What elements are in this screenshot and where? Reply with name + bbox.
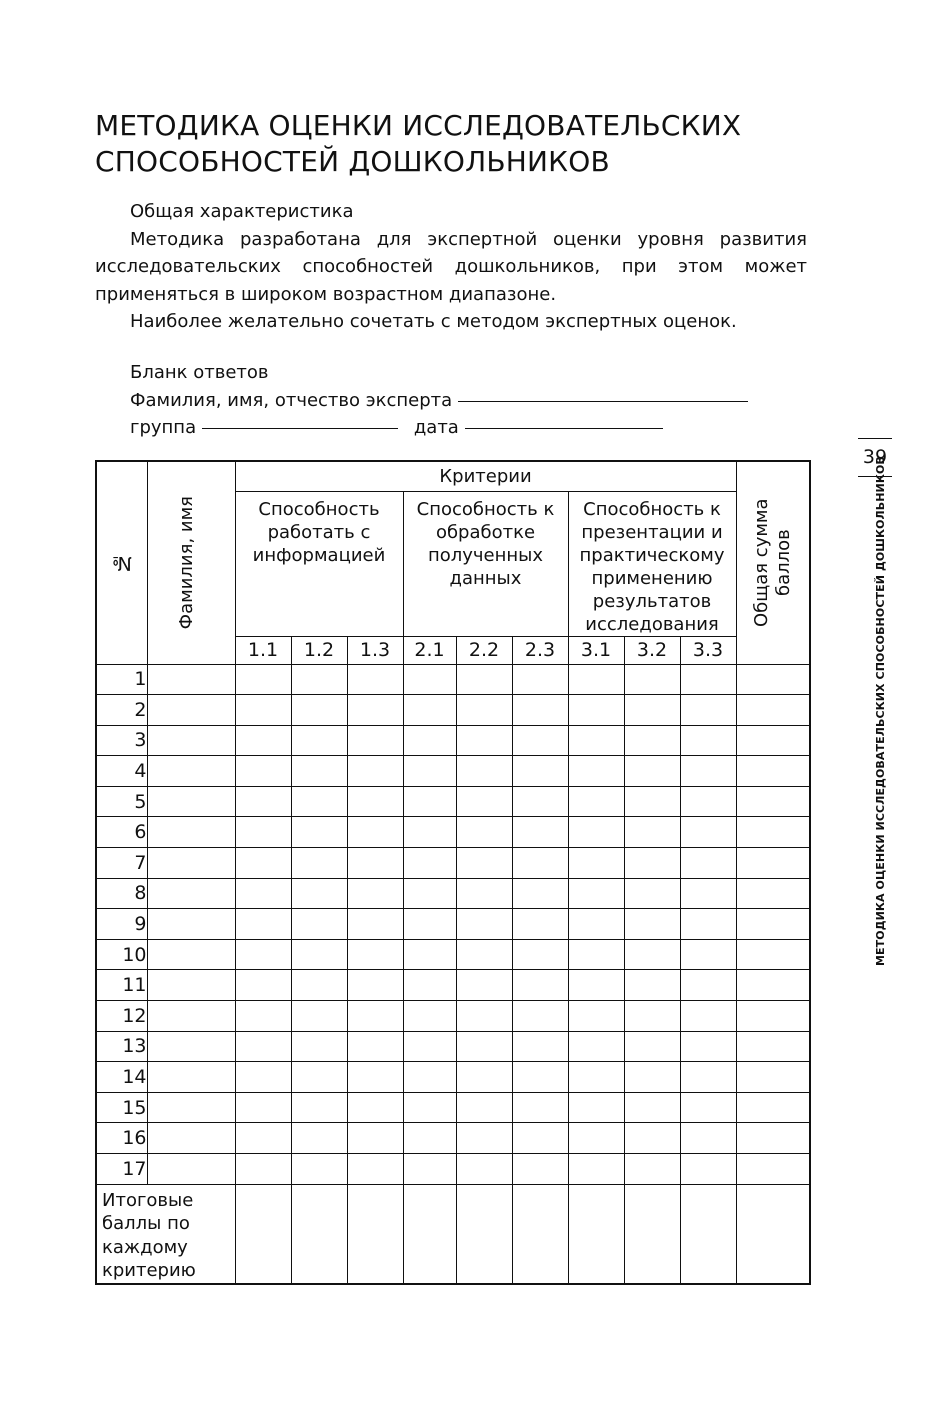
table-row [96,1031,810,1062]
row-number: 4 [96,756,147,787]
score-cell[interactable] [568,1001,624,1032]
total-cell[interactable] [736,695,810,726]
score-cell[interactable] [235,970,291,1001]
score-cell[interactable] [680,1001,736,1032]
score-cell[interactable] [291,848,347,879]
score-cell[interactable] [291,970,347,1001]
score-cell[interactable] [235,939,291,970]
score-cell[interactable] [456,725,512,756]
name-header [147,461,235,664]
score-cell[interactable] [680,1092,736,1123]
score-cell[interactable] [680,1154,736,1185]
score-cell[interactable] [680,970,736,1001]
score-cell[interactable] [235,1001,291,1032]
answer-table [95,460,811,1285]
score-cell[interactable] [347,756,403,787]
name-cell[interactable] [147,695,235,726]
score-cell[interactable] [347,1092,403,1123]
score-cell[interactable] [624,848,680,879]
score-cell[interactable] [235,664,291,695]
table-row [96,1123,810,1154]
score-cell[interactable] [512,1154,568,1185]
score-cell[interactable] [624,1062,680,1093]
score-cell[interactable] [568,939,624,970]
score-cell[interactable] [680,817,736,848]
table-body [96,664,810,1184]
paragraph-1: Методика разработана для экспертной оценки уровня развития исследовательских способностей дошкольников, при этом может применяться в широком возрастном диапазоне. [95,228,807,305]
score-cell[interactable] [456,695,512,726]
score-cell[interactable] [568,756,624,787]
form-heading: Бланк ответов [130,362,269,383]
total-cell[interactable] [736,848,810,879]
score-cell[interactable] [403,970,456,1001]
score-cell[interactable] [456,878,512,909]
footer-cell[interactable] [512,1184,568,1284]
score-cell[interactable] [347,848,403,879]
section-heading: Общая характеристика [130,201,354,222]
table-row [96,664,810,695]
score-cell[interactable] [680,1031,736,1062]
score-cell[interactable] [512,878,568,909]
score-cell[interactable] [456,664,512,695]
score-cell[interactable] [512,1123,568,1154]
score-cell[interactable] [624,878,680,909]
total-cell[interactable] [736,909,810,940]
score-cell[interactable] [235,1123,291,1154]
name-cell[interactable] [147,878,235,909]
total-cell[interactable] [736,1001,810,1032]
score-cell[interactable] [235,695,291,726]
score-cell[interactable] [680,725,736,756]
name-cell[interactable] [147,664,235,695]
score-cell[interactable] [456,1062,512,1093]
row-number: 12 [96,1001,147,1032]
score-cell[interactable] [456,1123,512,1154]
score-cell[interactable] [403,695,456,726]
row-number: 16 [96,1123,147,1154]
score-cell[interactable] [403,725,456,756]
total-cell[interactable] [736,1062,810,1093]
title-line-1: МЕТОДИКА ОЦЕНКИ ИССЛЕДОВАТЕЛЬСКИХ [95,109,742,142]
score-cell[interactable] [403,878,456,909]
criteria-group-3: Способность к презентации и практическому применению результатов исследования [568,491,736,636]
score-cell[interactable] [235,878,291,909]
score-cell[interactable] [403,848,456,879]
name-cell[interactable] [147,725,235,756]
footer-cell[interactable] [347,1184,403,1284]
score-cell[interactable] [347,878,403,909]
score-cell[interactable] [347,695,403,726]
criteria-group-2: Способность к обработке полученных данных [403,491,568,636]
subcolumn-2-2: 2.2 [456,636,512,664]
score-cell[interactable] [680,786,736,817]
score-cell[interactable] [291,695,347,726]
score-cell[interactable] [235,756,291,787]
score-cell[interactable] [512,756,568,787]
score-cell[interactable] [568,1062,624,1093]
score-cell[interactable] [680,878,736,909]
row-number: 6 [96,817,147,848]
row-number: 9 [96,909,147,940]
score-cell[interactable] [291,909,347,940]
score-cell[interactable] [680,756,736,787]
name-cell[interactable] [147,848,235,879]
score-cell[interactable] [512,909,568,940]
subcolumn-2-3: 2.3 [512,636,568,664]
row-number: 15 [96,1092,147,1123]
name-cell[interactable] [147,970,235,1001]
expert-label: Фамилия, имя, отчество эксперта [130,389,453,411]
score-cell[interactable] [456,786,512,817]
score-cell[interactable] [568,970,624,1001]
row-number: 11 [96,970,147,1001]
score-cell[interactable] [680,695,736,726]
date-label: дата [413,417,459,438]
score-cell[interactable] [456,1154,512,1185]
subcolumn-1-2: 1.2 [291,636,347,664]
table-row [96,878,810,909]
score-cell[interactable] [568,909,624,940]
score-cell[interactable] [456,909,512,940]
score-cell[interactable] [512,970,568,1001]
score-cell[interactable] [347,725,403,756]
score-cell[interactable] [347,909,403,940]
score-cell[interactable] [403,939,456,970]
score-cell[interactable] [568,848,624,879]
score-cell[interactable] [291,664,347,695]
score-cell[interactable] [403,1154,456,1185]
score-cell[interactable] [235,909,291,940]
score-cell[interactable] [568,1154,624,1185]
footer-cell[interactable] [403,1184,456,1284]
score-cell[interactable] [568,817,624,848]
total-cell[interactable] [736,939,810,970]
footer-cell[interactable] [568,1184,624,1284]
footer-total-cell[interactable] [736,1184,810,1284]
date-blank-line[interactable] [465,428,663,429]
table-row [96,939,810,970]
score-cell[interactable] [624,939,680,970]
footer-cell[interactable] [624,1184,680,1284]
score-cell[interactable] [680,909,736,940]
page-number: 39 [862,446,888,468]
score-cell[interactable] [235,817,291,848]
running-title: МЕТОДИКА ОЦЕНКИ ИССЛЕДОВАТЕЛЬСКИХ СПОСОБНОСТЕЙ ДОШКОЛЬНИКОВ [874,456,887,966]
total-cell[interactable] [736,1031,810,1062]
score-cell[interactable] [403,1123,456,1154]
name-cell[interactable] [147,1062,235,1093]
row-number: 2 [96,695,147,726]
page-title [95,108,815,180]
score-cell[interactable] [291,1062,347,1093]
score-cell[interactable] [291,1031,347,1062]
score-cell[interactable] [456,848,512,879]
score-cell[interactable] [347,1123,403,1154]
score-cell[interactable] [456,1031,512,1062]
subcolumn-3-2: 3.2 [624,636,680,664]
score-cell[interactable] [291,1001,347,1032]
score-cell[interactable] [624,756,680,787]
score-cell[interactable] [291,725,347,756]
name-cell[interactable] [147,939,235,970]
score-cell[interactable] [456,1001,512,1032]
score-cell[interactable] [291,1123,347,1154]
subcolumn-3-1: 3.1 [568,636,624,664]
row-number: 8 [96,878,147,909]
score-cell[interactable] [403,817,456,848]
table-row [96,1062,810,1093]
score-cell[interactable] [512,1062,568,1093]
score-cell[interactable] [347,1154,403,1185]
score-cell[interactable] [624,664,680,695]
score-cell[interactable] [347,1062,403,1093]
name-cell[interactable] [147,1154,235,1185]
row-number: 17 [96,1154,147,1185]
row-number: 5 [96,786,147,817]
row-number: 13 [96,1031,147,1062]
score-cell[interactable] [291,878,347,909]
score-cell[interactable] [624,817,680,848]
subcolumn-1-3: 1.3 [347,636,403,664]
total-cell[interactable] [736,970,810,1001]
row-number: 1 [96,664,147,695]
score-cell[interactable] [235,1092,291,1123]
total-cell[interactable] [736,1123,810,1154]
score-cell[interactable] [512,695,568,726]
table-row [96,725,810,756]
expert-row [130,387,810,415]
score-cell[interactable] [347,1001,403,1032]
score-cell[interactable] [568,725,624,756]
score-cell[interactable] [624,1001,680,1032]
score-cell[interactable] [235,1031,291,1062]
table-row [96,817,810,848]
subcolumn-1-1: 1.1 [235,636,291,664]
score-cell[interactable] [456,939,512,970]
subcolumn-3-3: 3.3 [680,636,736,664]
score-cell[interactable] [403,1092,456,1123]
subcolumn-2-1: 2.1 [403,636,456,664]
table-row [96,1001,810,1032]
score-cell[interactable] [291,1154,347,1185]
score-cell[interactable] [403,786,456,817]
footer-cell[interactable] [680,1184,736,1284]
score-cell[interactable] [568,1123,624,1154]
score-cell[interactable] [568,1092,624,1123]
row-number: 10 [96,939,147,970]
score-cell[interactable] [512,939,568,970]
score-cell[interactable] [568,878,624,909]
title-line-2: СПОСОБНОСТЕЙ ДОШКОЛЬНИКОВ [95,145,610,178]
score-cell[interactable] [347,970,403,1001]
score-cell[interactable] [512,786,568,817]
score-cell[interactable] [291,939,347,970]
name-cell[interactable] [147,817,235,848]
score-cell[interactable] [403,756,456,787]
score-cell[interactable] [235,786,291,817]
score-cell[interactable] [403,1001,456,1032]
score-cell[interactable] [347,1031,403,1062]
score-cell[interactable] [291,786,347,817]
table-row [96,756,810,787]
table-row [96,786,810,817]
number-header [96,461,147,664]
score-cell[interactable] [347,786,403,817]
paragraph-2: Наиболее желательно сочетать с методом экспертных оценок. [130,311,737,332]
name-cell[interactable] [147,1123,235,1154]
name-cell[interactable] [147,786,235,817]
expert-blank-line[interactable] [458,401,748,402]
score-cell[interactable] [568,786,624,817]
total-cell[interactable] [736,1154,810,1185]
score-cell[interactable] [347,817,403,848]
score-cell[interactable] [235,1062,291,1093]
page-number-rule-top [858,438,892,439]
name-cell[interactable] [147,756,235,787]
description [95,198,807,336]
score-cell[interactable] [347,939,403,970]
answer-form-header [130,359,810,442]
score-cell[interactable] [512,1001,568,1032]
score-cell[interactable] [624,1123,680,1154]
group-date-row [130,414,810,442]
score-cell[interactable] [624,695,680,726]
table-row [96,1092,810,1123]
score-cell[interactable] [456,1092,512,1123]
score-cell[interactable] [568,1031,624,1062]
criteria-header: Критерии [235,461,736,491]
score-cell[interactable] [291,756,347,787]
total-header [736,461,810,664]
score-cell[interactable] [512,817,568,848]
score-cell[interactable] [347,664,403,695]
name-cell[interactable] [147,1092,235,1123]
row-number: 3 [96,725,147,756]
total-cell[interactable] [736,725,810,756]
total-header-label: Общая сумма баллов [750,498,794,628]
score-cell[interactable] [624,1031,680,1062]
score-cell[interactable] [680,939,736,970]
score-cell[interactable] [403,1062,456,1093]
score-cell[interactable] [624,786,680,817]
score-cell[interactable] [568,695,624,726]
group-blank-line[interactable] [202,428,398,429]
score-cell[interactable] [512,1092,568,1123]
score-cell[interactable] [235,1154,291,1185]
table-row [96,909,810,940]
score-cell[interactable] [456,756,512,787]
name-cell[interactable] [147,1031,235,1062]
score-cell[interactable] [680,848,736,879]
score-cell[interactable] [403,909,456,940]
score-cell[interactable] [624,1154,680,1185]
score-cell[interactable] [624,725,680,756]
total-cell[interactable] [736,878,810,909]
score-cell[interactable] [680,1062,736,1093]
score-cell[interactable] [456,817,512,848]
criteria-group-1: Способность работать с информацией [235,491,403,636]
score-cell[interactable] [568,664,624,695]
score-cell[interactable] [512,1031,568,1062]
number-header-label: № [110,551,133,574]
table-row [96,695,810,726]
score-cell[interactable] [403,1031,456,1062]
footer-cell[interactable] [456,1184,512,1284]
table-row [96,1154,810,1185]
footer-cell[interactable] [291,1184,347,1284]
total-cell[interactable] [736,786,810,817]
score-cell[interactable] [291,1092,347,1123]
total-cell[interactable] [736,756,810,787]
total-cell[interactable] [736,664,810,695]
score-cell[interactable] [456,970,512,1001]
score-cell[interactable] [512,848,568,879]
total-cell[interactable] [736,817,810,848]
table-row [96,848,810,879]
name-cell[interactable] [147,1001,235,1032]
score-cell[interactable] [403,664,456,695]
total-cell[interactable] [736,1092,810,1123]
score-cell[interactable] [680,1123,736,1154]
footer-cell[interactable] [235,1184,291,1284]
score-cell[interactable] [680,664,736,695]
table-row [96,970,810,1001]
score-cell[interactable] [235,725,291,756]
score-cell[interactable] [291,817,347,848]
score-cell[interactable] [624,909,680,940]
score-cell[interactable] [624,970,680,1001]
name-header-label: Фамилия, имя [176,496,197,630]
name-cell[interactable] [147,909,235,940]
score-cell[interactable] [512,725,568,756]
row-number: 7 [96,848,147,879]
footer-label: Итоговые баллы по каждому критерию [96,1184,235,1284]
score-cell[interactable] [235,848,291,879]
score-cell[interactable] [512,664,568,695]
group-label: группа [130,417,197,438]
row-number: 14 [96,1062,147,1093]
score-cell[interactable] [624,1092,680,1123]
